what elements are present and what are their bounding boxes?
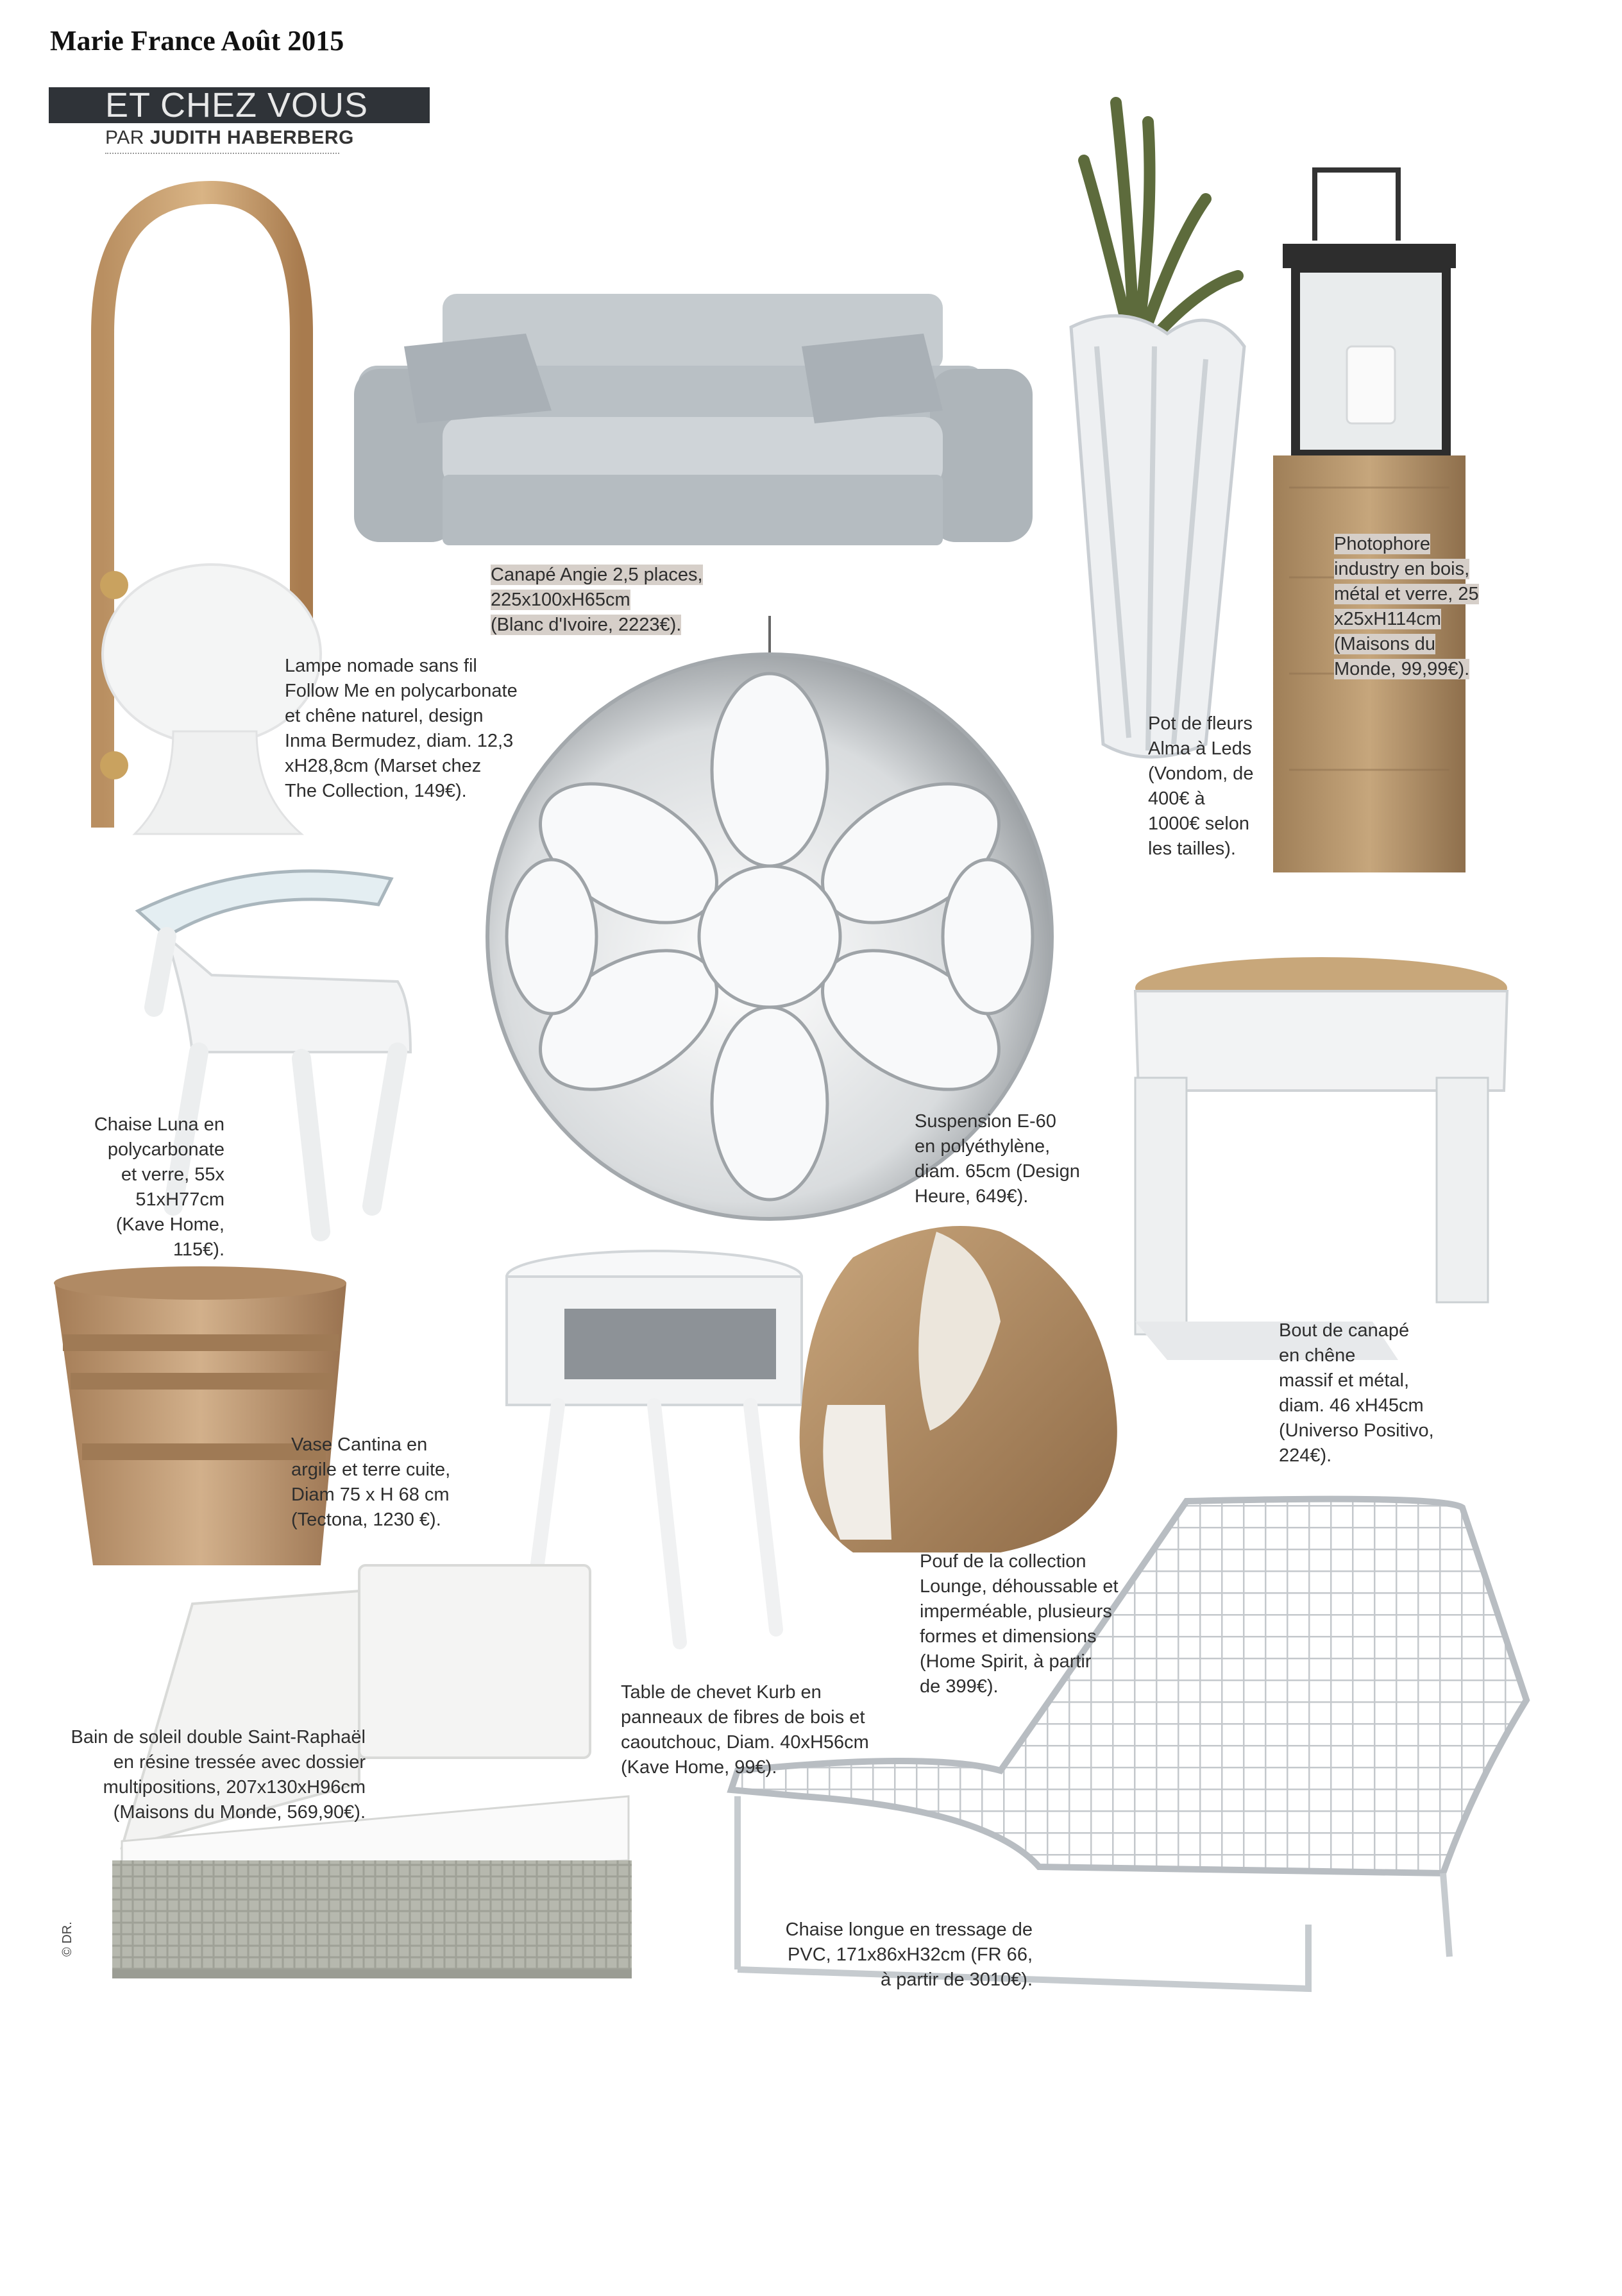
- caption-nightstand: Table de chevet Kurb en panneaux de fibres de bois et caoutchouc, Diam. 40xH56cm (Kave Home, 99€).: [621, 1682, 869, 1778]
- pouf-illustration: [800, 1226, 1117, 1552]
- caption-lamp: Lampe nomade sans fil Follow Me en polycarbonate et chêne naturel, design Inma Bermudez, diam. 12,3 xH28,8cm (Marset chez The Collection, 149€).: [285, 656, 518, 801]
- caption-chair: Chaise Luna en polycarbonate et verre, 55x 51xH77cm (Kave Home, 115€).: [94, 1114, 224, 1260]
- caption-chaise-longue: Chaise longue en tressage de PVC, 171x86xH32cm (FR 66, à partir de 3010€).: [785, 1919, 1033, 1990]
- caption-vase-leds: Pot de fleurs Alma à Leds (Vondom, de 400€ à 1000€ selon les tailles).: [1148, 713, 1254, 859]
- publication-title: Marie France Août 2015: [50, 25, 344, 56]
- caption-suspension: Suspension E-60 en polyéthylène, diam. 65cm (Design Heure, 649€).: [915, 1111, 1080, 1207]
- vase-leds-illustration: [1071, 103, 1244, 757]
- byline-prefix: PAR: [105, 127, 144, 148]
- rubric-banner: ET CHEZ VOUS: [49, 87, 430, 123]
- caption-side-table: Bout de canapé en chêne massif et métal, diam. 46 xH45cm (Universo Positivo, 224€).: [1279, 1320, 1434, 1466]
- caption-pouf: Pouf de la collection Lounge, déhoussable et imperméable, plusieurs formes et dimensions (Home Spirit, à partir de 399€).: [920, 1551, 1119, 1697]
- byline-rule: [105, 153, 339, 154]
- caption-sunbed: Bain de soleil double Saint-Raphaël en résine tressée avec dossier multipositions, 207x130xH96cm (Maisons du Monde, 569,90€).: [71, 1727, 366, 1823]
- sofa-illustration: [354, 294, 1033, 545]
- caption-photophore: Photophore industry en bois, métal et verre, 25 x25xH114cm (Maisons du Monde, 99,99€).: [1334, 534, 1479, 679]
- byline-author: JUDITH HABERBERG: [149, 127, 354, 148]
- caption-sofa: Canapé Angie 2,5 places, 225x100xH65cm (Blanc d'Ivoire, 2223€).: [491, 565, 703, 635]
- photo-credit: © DR.: [60, 1921, 74, 1957]
- byline: [105, 127, 354, 149]
- caption-vase-cantina: Vase Cantina en argile et terre cuite, Diam 75 x H 68 cm (Tectona, 1230 €).: [291, 1434, 451, 1530]
